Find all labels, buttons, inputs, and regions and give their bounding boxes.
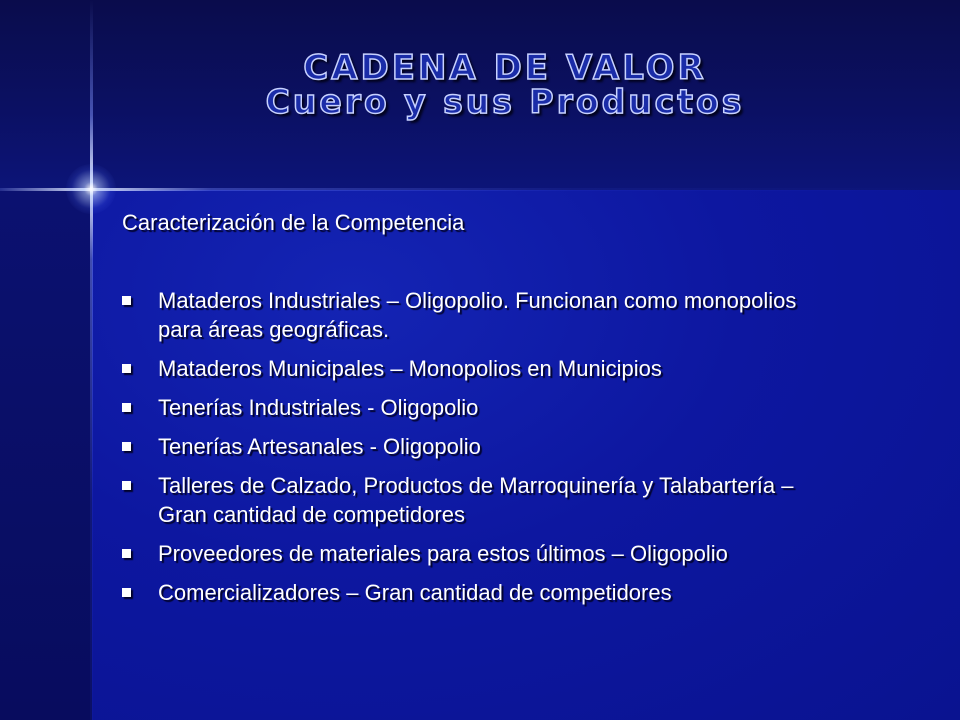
square-bullet-icon	[122, 481, 131, 490]
square-bullet-icon	[122, 403, 131, 412]
bullet-text: Talleres de Calzado, Productos de Marroquinería y Talabartería – Gran cantidad de competidores	[158, 473, 794, 527]
slide-title: CADENA DE VALOR	[303, 48, 707, 88]
bullet-text: Tenerías Industriales - Oligopolio	[158, 395, 479, 420]
square-bullet-icon	[122, 364, 131, 373]
light-flare-icon	[66, 164, 116, 214]
bullet-text: Comercializadores – Gran cantidad de competidores	[158, 580, 672, 605]
flare-horizontal-line	[0, 188, 960, 191]
bullet-list	[122, 286, 842, 617]
bullet-text: Tenerías Artesanales - Oligopolio	[158, 434, 481, 459]
slide-subtitle: Cuero y sus Productos	[265, 82, 745, 121]
bullet-text: Mataderos Municipales – Monopolios en Municipios	[158, 356, 662, 381]
bullet-text: Proveedores de materiales para estos últimos – Oligopolio	[158, 541, 728, 566]
square-bullet-icon	[122, 549, 131, 558]
bullet-item	[122, 539, 842, 568]
square-bullet-icon	[122, 588, 131, 597]
bullet-item	[122, 393, 842, 422]
section-heading: Caracterización de la Competencia	[122, 210, 465, 235]
bullet-item	[122, 471, 842, 529]
bullet-item	[122, 286, 842, 344]
bullet-text: Mataderos Industriales – Oligopolio. Funcionan como monopolios para áreas geográficas.	[158, 288, 797, 342]
square-bullet-icon	[122, 442, 131, 451]
square-bullet-icon	[122, 296, 131, 305]
bullet-item	[122, 578, 842, 607]
bullet-item	[122, 354, 842, 383]
left-margin-background	[0, 190, 92, 720]
bullet-item	[122, 432, 842, 461]
